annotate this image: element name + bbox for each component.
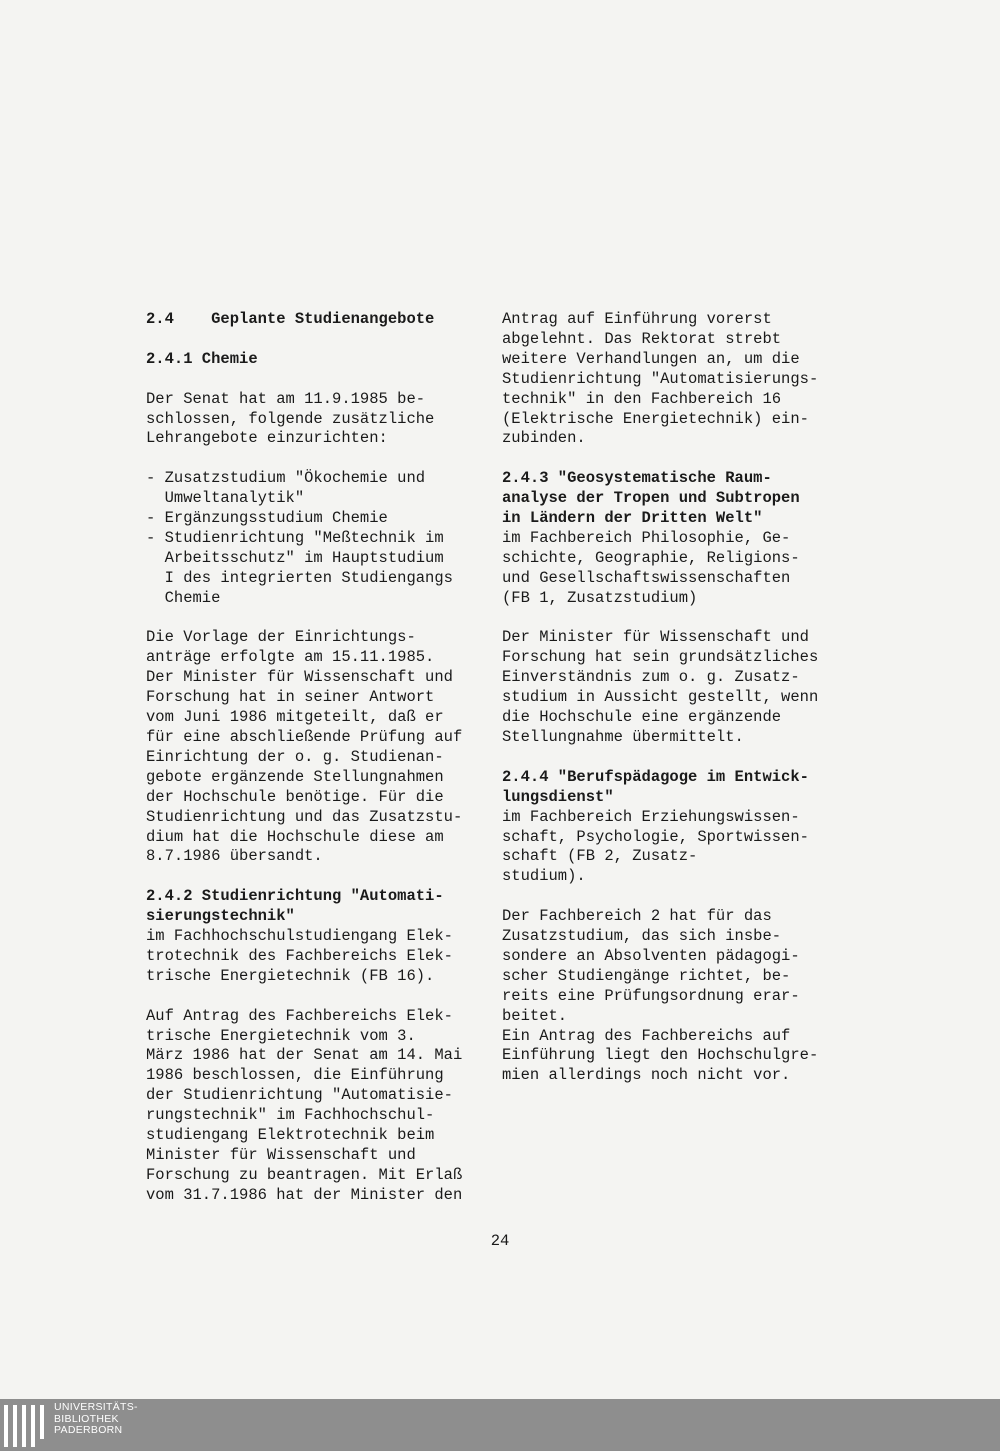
text-line: studium in Aussicht gestellt, wenn xyxy=(502,688,819,707)
list-item: - Studienrichtung "Meßtechnik im xyxy=(146,528,444,547)
text-line: zubinden. xyxy=(502,429,586,448)
text-line: schaft (FB 2, Zusatz- xyxy=(502,847,698,866)
heading-2-4-4 xyxy=(502,768,847,808)
text-line: Stellungnahme übermittelt. xyxy=(502,728,744,746)
text-line: Der Minister für Wissenschaft und xyxy=(502,628,809,647)
heading-line: 2.4.3 "Geosystematische Raum- xyxy=(502,469,772,488)
text-line: Der Minister für Wissenschaft und xyxy=(146,668,453,687)
text-line: weitere Verhandlungen an, um die xyxy=(502,349,800,368)
heading-line: 2.4.4 "Berufspädagoge im Entwick- xyxy=(502,767,809,786)
text-line: dium hat die Hochschule diese am xyxy=(146,827,444,846)
text-line: vom Juni 1986 mitgeteilt, daß er xyxy=(146,708,444,727)
text-line: vom 31.7.1986 hat der Minister den xyxy=(146,1185,463,1204)
paragraph-vorlage xyxy=(146,628,496,867)
text-line: Zusatzstudium, das sich insbe- xyxy=(502,927,782,946)
text-line: Der Fachbereich 2 hat für das xyxy=(502,907,772,926)
text-line: schlossen, folgende zusätzliche xyxy=(146,409,435,428)
text-line: scher Studiengänge richtet, be- xyxy=(502,966,791,985)
text-line: Studienrichtung "Automatisierungs- xyxy=(502,369,819,388)
text-line: (Elektrische Energietechnik) ein- xyxy=(502,409,809,428)
library-name-line: UNIVERSITÄTS- xyxy=(54,1401,138,1413)
list-item: - Ergänzungsstudium Chemie xyxy=(146,509,388,528)
text-line: Ein Antrag des Fachbereichs auf xyxy=(502,1026,791,1045)
heading-line: 2.4.2 Studienrichtung "Automati- xyxy=(146,887,444,906)
paragraph-antrag xyxy=(146,1007,496,1206)
list-item: Chemie xyxy=(146,588,221,607)
text-line: studium). xyxy=(502,867,586,886)
text-line: für eine abschließende Prüfung auf xyxy=(146,727,463,746)
text-line: Der Senat hat am 11.9.1985 be- xyxy=(146,389,426,408)
list-item: Arbeitsschutz" im Hauptstudium xyxy=(146,548,444,567)
paragraph-fb1 xyxy=(502,529,847,609)
text-line: Studienrichtung und das Zusatzstu- xyxy=(146,807,463,826)
text-line: trotechnik des Fachbereichs Elek- xyxy=(146,946,453,965)
text-line: 8.7.1986 übersandt. xyxy=(146,847,323,866)
text-line: mien allerdings noch nicht vor. xyxy=(502,1066,791,1085)
text-line: anträge erfolgte am 15.11.1985. xyxy=(146,648,435,667)
text-line: rungstechnik" im Fachhochschul- xyxy=(146,1106,435,1125)
text-line: schichte, Geographie, Religions- xyxy=(502,548,800,567)
text-line: Einführung liegt den Hochschulgre- xyxy=(502,1046,819,1065)
library-name xyxy=(54,1402,138,1437)
paragraph-fb2 xyxy=(502,808,847,888)
text-line: im Fachbereich Erziehungswissen- xyxy=(502,807,800,826)
text-line: Einrichtung der o. g. Studienan- xyxy=(146,747,444,766)
text-line: der Studienrichtung "Automatisie- xyxy=(146,1086,453,1105)
paragraph-fachbereich-2 xyxy=(502,907,847,1026)
text-line: Forschung hat sein grundsätzliches xyxy=(502,648,819,667)
heading-2-4-3 xyxy=(502,469,847,529)
text-line: März 1986 hat der Senat am 14. Mai xyxy=(146,1046,463,1065)
heading-line: in Ländern der Dritten Welt" xyxy=(502,509,763,528)
text-line: Lehrangebote einzurichten: xyxy=(146,429,388,448)
text-line: Die Vorlage der Einrichtungs- xyxy=(146,628,416,647)
text-line: schaft, Psychologie, Sportwissen- xyxy=(502,827,809,846)
library-name-line: BIBLIOTHEK xyxy=(54,1412,119,1425)
text-line: abgelehnt. Das Rektorat strebt xyxy=(502,329,782,348)
heading-line: analyse der Tropen und Subtropen xyxy=(502,489,800,508)
page-number: 24 xyxy=(490,1232,510,1250)
heading-2-4: 2.4 Geplante Studienangebote xyxy=(146,310,435,328)
paragraph-senat xyxy=(146,390,496,450)
paragraph-fh xyxy=(146,927,496,987)
library-name-line: PADERBORN xyxy=(54,1424,123,1436)
text-line: 1986 beschlossen, die Einführung xyxy=(146,1066,444,1085)
text-line: und Gesellschaftswissenschaften xyxy=(502,568,791,587)
text-line: gebote ergänzende Stellungnahmen xyxy=(146,767,444,786)
text-line: sondere an Absolventen pädagogi- xyxy=(502,946,800,965)
list-item: Umweltanalytik" xyxy=(146,489,305,508)
list-item: - Zusatzstudium "Ökochemie und xyxy=(146,469,426,488)
text-line: technik" in den Fachbereich 16 xyxy=(502,389,782,408)
text-line: (FB 1, Zusatzstudium) xyxy=(502,588,698,607)
right-column xyxy=(502,310,847,1086)
text-line: Forschung hat in seiner Antwort xyxy=(146,688,435,707)
paragraph-continuation xyxy=(502,310,847,449)
text-line: Minister für Wissenschaft und xyxy=(146,1145,416,1164)
text-line: beitet. xyxy=(502,1006,568,1025)
heading-2-4-1: 2.4.1 Chemie xyxy=(146,349,258,368)
text-line: Einverständnis zum o. g. Zusatz- xyxy=(502,668,800,687)
heading-line: lungsdienst" xyxy=(502,787,614,806)
text-line: der Hochschule benötige. Für die xyxy=(146,787,444,806)
text-line: Auf Antrag des Fachbereichs Elek- xyxy=(146,1006,453,1025)
text-line: reits eine Prüfungsordnung erar- xyxy=(502,986,800,1005)
text-line: trische Energietechnik vom 3. xyxy=(146,1026,416,1045)
offer-list xyxy=(146,469,496,608)
text-line: Antrag auf Einführung vorerst xyxy=(502,310,772,328)
heading-2-4-2 xyxy=(146,887,496,927)
heading-line: sierungstechnik" xyxy=(146,907,295,926)
paragraph-minister xyxy=(502,628,847,747)
text-line: Forschung zu beantragen. Mit Erlaß xyxy=(146,1165,463,1184)
left-column xyxy=(146,310,496,1206)
text-line: studiengang Elektrotechnik beim xyxy=(146,1126,435,1145)
library-footer xyxy=(0,1399,1000,1451)
text-line: trische Energietechnik (FB 16). xyxy=(146,966,435,985)
paragraph-ein-antrag xyxy=(502,1027,847,1087)
text-line: im Fachbereich Philosophie, Ge- xyxy=(502,528,791,547)
text-line: die Hochschule eine ergänzende xyxy=(502,708,782,727)
list-item: I des integrierten Studiengangs xyxy=(146,568,453,587)
text-line: im Fachhochschulstudiengang Elek- xyxy=(146,927,453,946)
